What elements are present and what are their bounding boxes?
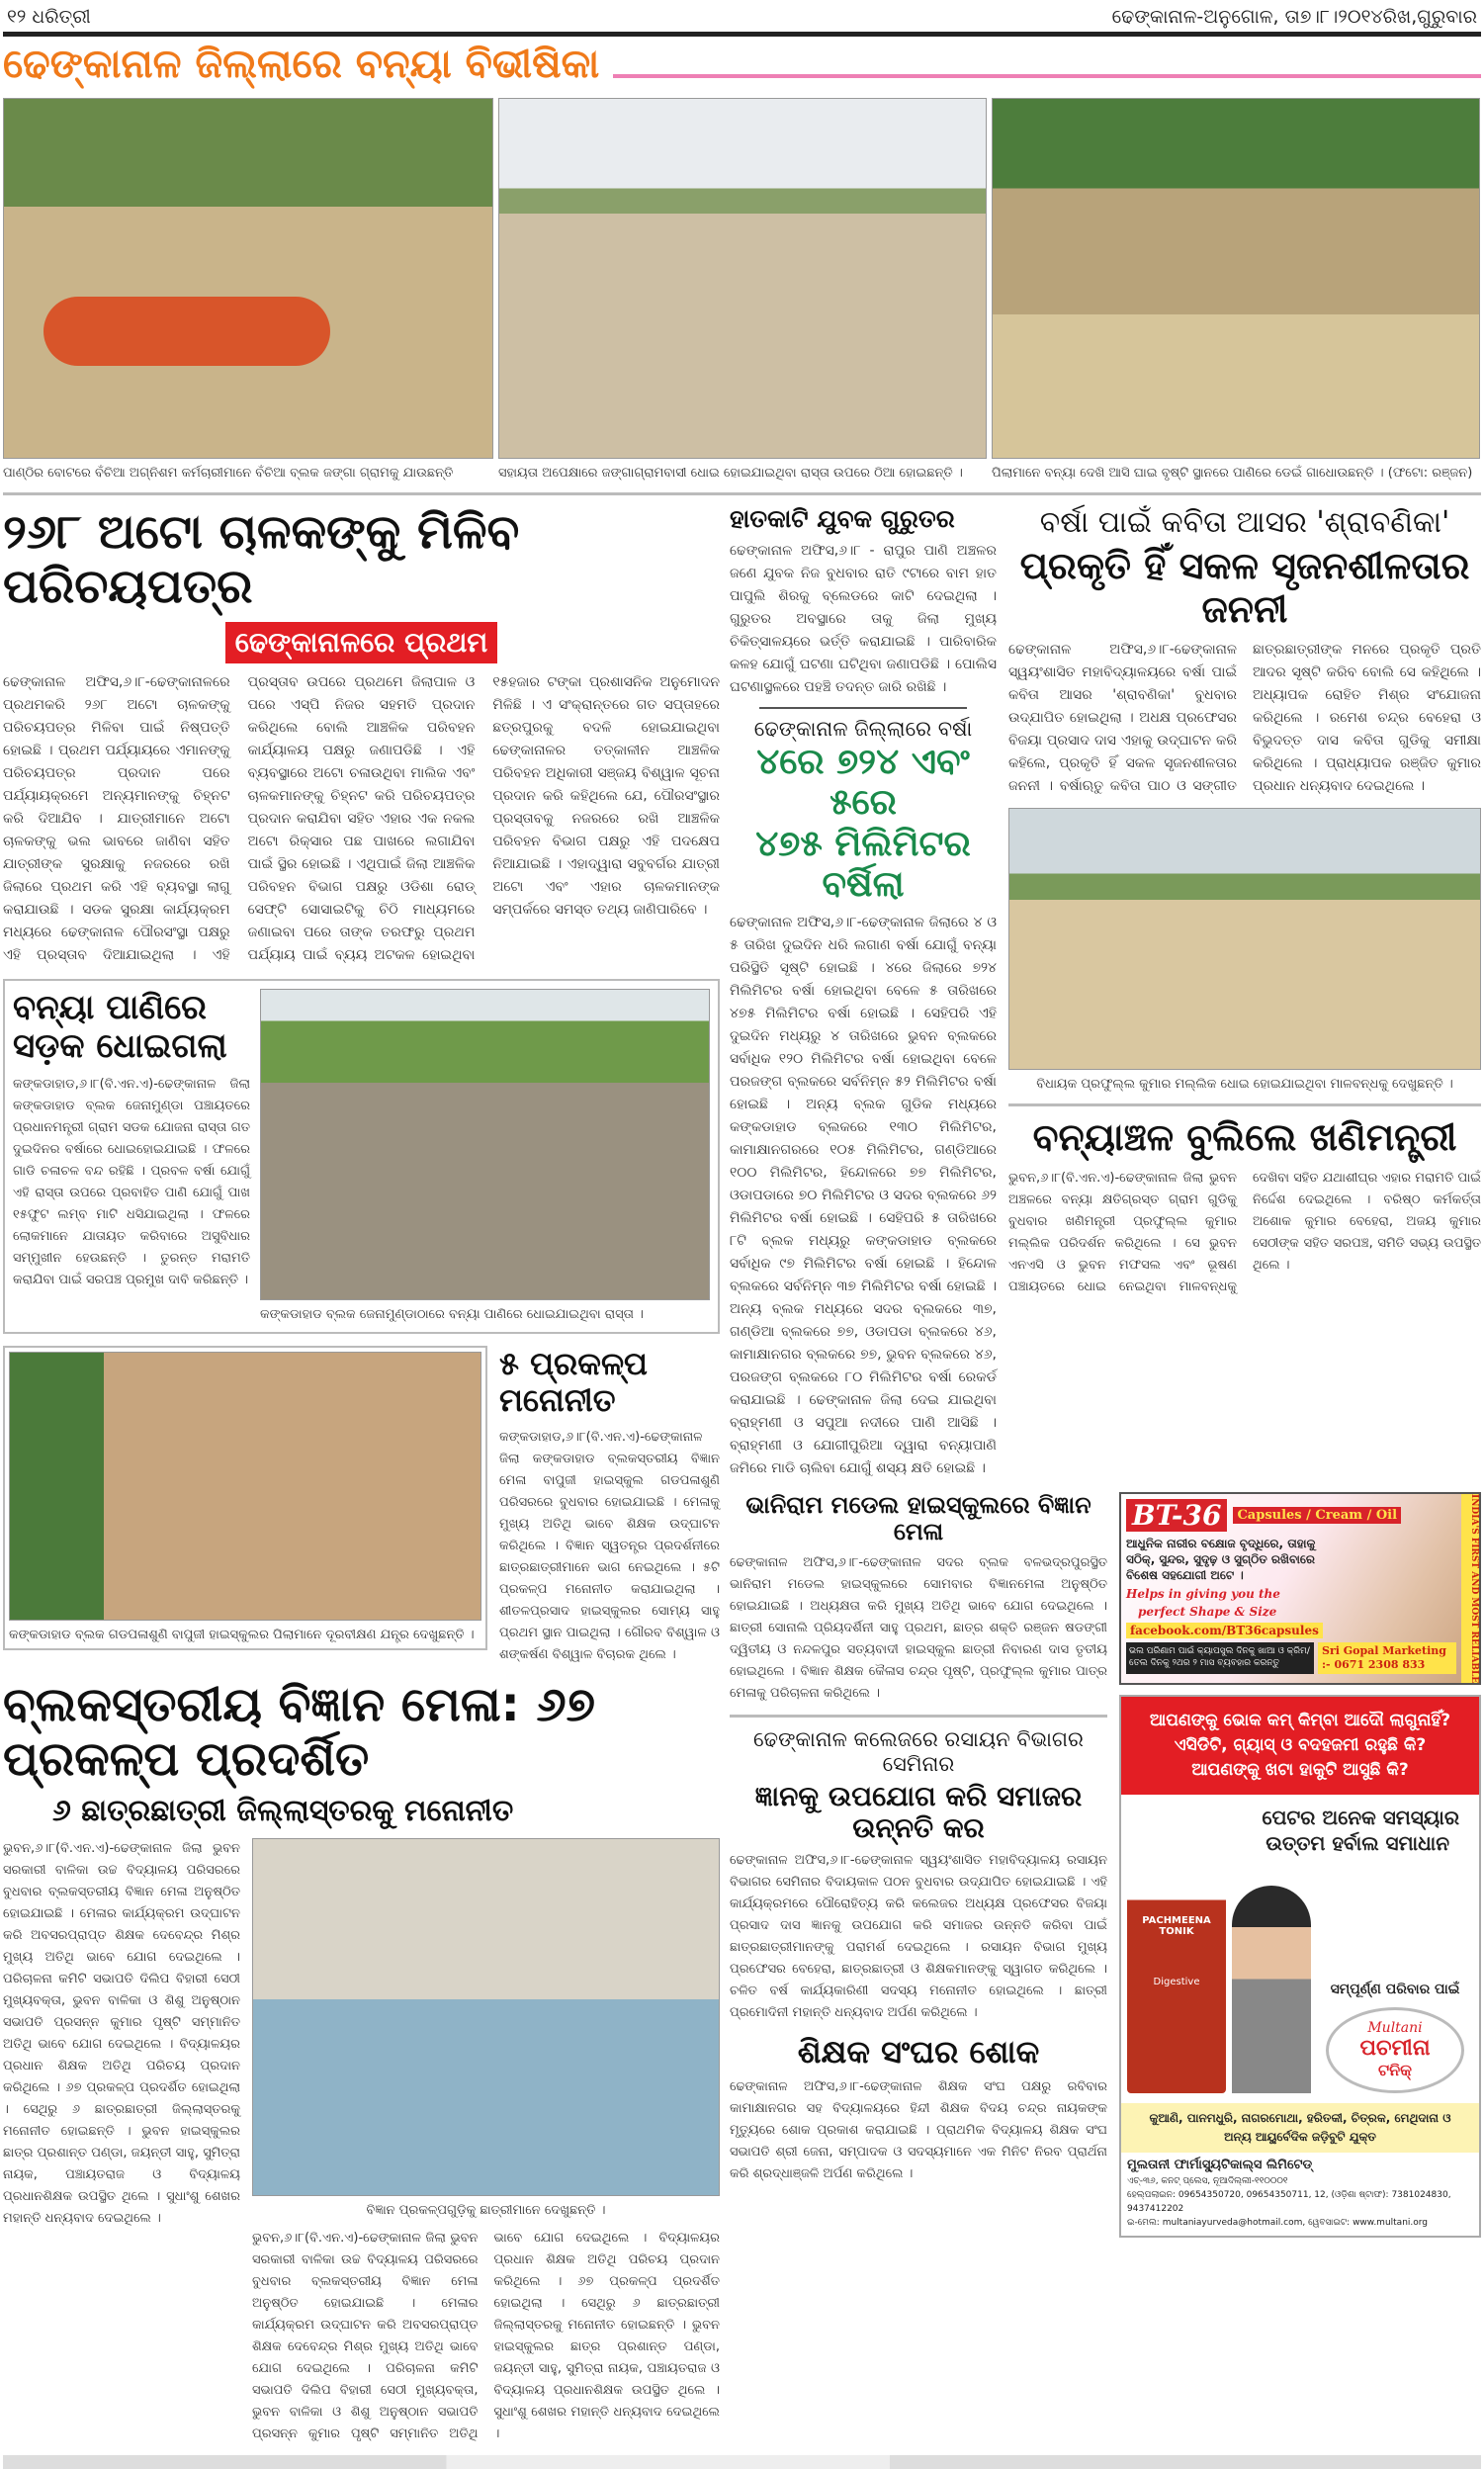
photo-caption: ପିଲାମାନେ ବନ୍ୟା ଦେଖି ଆସି ଘାଇ ବୃଷ୍ଟି ସ୍ଥାନରେ ପାଣିରେ ଡେଇଁ ଗାଧୋଉଛନ୍ତି । (ଫଟୋ: ରଞ୍ଜନ) <box>992 466 1473 481</box>
condolence-body: ଢେଙ୍କାନାଳ ଅଫିସ,୬।୮-ଢେଙ୍କାନାଳ ଶିକ୍ଷକ ସଂଘ ପକ୍ଷରୁ ରବିବାର କାମାକ୍ଷାନଗର ସହ ବିଦ୍ୟାଳୟରେ ହିନ୍ଦୀ ଶିକ୍ଷକ ବିଦୟ ଚନ୍ଦ୍ର ନାୟକଙ୍କ ମୃତ୍ୟୁରେ ଶୋକ ପ୍ରକାଶ କରାଯାଇଛି । ପ୍ରାଥମିକ ବିଦ୍ୟାଳୟ ଶିକ୍ଷକ ସଂଘ ସଭାପତି ଶ୍ରୀ ଜେନା, ସମ୍ପାଦକ ଓ ସଦସ୍ୟମାନେ ଏକ ମିନିଟ ନିରବ ପ୍ରାର୍ଥନା କରି ଶ୍ରଦ୍ଧାଞ୍ଜଳି ଅର୍ପଣ କରିଥିଲେ । <box>730 2079 1107 2182</box>
road-photo-wrap <box>260 989 710 1324</box>
five-projects-body: କଙ୍କଡାହାଡ,୬।୮(ବି.ଏନ.ଏ)-ଢେଙ୍କାନାଳ ଜିଲା କଙ୍କଡାହାଡ ବ୍ଲକସ୍ତରୀୟ ବିଜ୍ଞାନ ମେଳା ବାପୁଜୀ ହାଇସ୍କୁଲ ଗଡପଳାଶୁଣି ପରିସରରେ ବୁଧବାର ହୋଇଯାଇଛି । ମେଳାକୁ ମୁଖ୍ୟ ଅତିଥି ଭାବେ ଶିକ୍ଷକ ଉଦ୍‌ଘାଟନ କରିଥିଲେ । ବିଜ୍ଞାନ ସ୍ୱତନ୍ତ୍ର ପ୍ରଦର୍ଶନୀରେ ଛାତ୍ରଛାତ୍ରୀମାନେ ଭାଗ ନେଇଥିଲେ । ୫ଟି ପ୍ରକଳ୍ପ ମନୋନୀତ କରାଯାଇଥିଲା । ଶୀତଳପ୍ରସାଦ ହାଇସ୍କୁଲର ସୋମ୍ୟ ସାହୁ ପ୍ରଥମ ସ୍ଥାନ ପାଇଥିଲା । ଗୌରବ ବିଶ୍ୱାଳ ଓ ଶଙ୍କର୍ଷଣ ବିଶ୍ୱାଳ ବିଚାରକ ଥିଲେ । <box>499 1429 720 1662</box>
bt36-dealer <box>1318 1642 1456 1674</box>
left-column <box>3 505 720 2445</box>
right-upper <box>730 505 1481 1480</box>
bt36-tagline-1: Helps in giving you the <box>1126 1586 1280 1601</box>
kavita-headline: ପ୍ରକୃତି ହିଁ ସକଳ ସୃଜନଶୀଳତାର ଜନନୀ <box>1019 544 1470 631</box>
multani-sub-1: ପେଟର ଅନେକ ସମସ୍ୟାର <box>1262 1805 1459 1829</box>
rain-body: ଢେଙ୍କାନାଳ ଅଫିସ,୬।୮-ଢେଙ୍କାନାଳ ଜିଲାରେ ୪ ଓ ୫ ତାରିଖ ଦୁଇଦିନ ଧରି ଲଗାଣ ବର୍ଷା ଯୋଗୁଁ ବନ୍ୟା ପରିସ୍ଥିତି ସୃଷ୍ଟି ହୋଇଛି । ୪ରେ ଜିଲାରେ ୭୨୪ ମିଲିମିଟର ବର୍ଷା ହୋଇଥିବା ବେଳେ ୫ ତାରିଖରେ ୪୭୫ ମିଲିମିଟର ବର୍ଷା ହୋଇଛି । ସେହିପରି ଏହି ଦୁଇଦିନ ମଧ୍ୟରୁ ୪ ତାରିଖରେ ଭୁବନ ବ୍ଲକରେ ସର୍ବାଧିକ ୧୨୦ ମିଲିମିଟର ବର୍ଷା ହୋଇଥିବା ବେଳେ ପରଜଙ୍ଗ ବ୍ଲକରେ ସର୍ବନିମ୍ନ ୫୨ ମିଲିମିଟର ବର୍ଷା ହୋଇଛି । ଅନ୍ୟ ବ୍ଲକ ଗୁଡିକ ମଧ୍ୟରେ କଙ୍କଡାହାଡ ବ୍ଲକରେ ୧୩୦ ମିଲିମିଟର, କାମାକ୍ଷାନଗରରେ ୧୦୫ ମିଲିମିଟର, ଗଣ୍ଡିଆରେ ୧୦୦ ମିଲିମିଟର, ହିନ୍ଦୋଳରେ ୭୭ ମିଲିମିଟର, ଓଡାପଡାରେ ୭୦ ମିଲିମିଟର ଓ ସଦର ବ୍ଲକରେ ୬୨ ମିଲିମିଟର ବର୍ଷା ହୋଇଛି । ସେହିପରି ୫ ତାରିଖରେ ୮ଟି ବ୍ଲକ ମଧ୍ୟରୁ କଙ୍କଡାହାଡ ବ୍ଲକରେ ସର୍ବାଧିକ ୯୭ ମିଲିମିଟର ବର୍ଷା ହୋଇଛି । ହିନ୍ଦୋଳ ବ୍ଲକରେ ସର୍ବନିମ୍ନ ୩୭ ମିଲିମିଟର ବର୍ଷା ହୋଇଛି । ଅନ୍ୟ ବ୍ଲକ ମଧ୍ୟରେ ସଦର ବ୍ଲକରେ ୩୭, ଗଣ୍ଡିଆ ବ୍ଲକରେ ୭୭, ଓଡାପଡା ବ୍ଲକରେ ୪୬, କାମାକ୍ଷାନଗର ବ୍ଲକରେ ୭୭, ଭୁବନ ବ୍ଲକରେ ୪୬, ପରଜଙ୍ଗ ବ୍ଲକରେ ୮୦ ମିଲିମିଟର ବର୍ଷା ରେକର୍ଡ କରାଯାଇଛି । ଢେଙ୍କାନାଳ ଜିଲା ଦେଇ ଯାଇଥିବା ବ୍ରାହ୍ମଣୀ ଓ ସପୁଆ ନଦୀରେ ପାଣି ଆସିଛି । ବ୍ରାହ୍ମଣୀ ଓ ଯୋଗୀପୁରିଆ ଦ୍ୱାରା ବନ୍ୟାପାଣି ଜମିରେ ମାଡି ଚାଲିବା ଯୋଗୁଁ ଶସ୍ୟ କ୍ଷତି ହୋଇଛି । <box>730 914 997 1476</box>
highlight-box: ଢେଙ୍କାନାଳରେ ପ୍ରଥମ <box>225 622 497 663</box>
photo-washed-road <box>260 989 710 1300</box>
multani-email[interactable]: ଇ-ମେଲ: multaniayurveda@hotmail.com, ୱେବସାଇଟ: www.multani.org <box>1127 2217 1429 2228</box>
right-area <box>730 505 1481 2238</box>
multani-question-3: ଆପଣଙ୍କୁ ଖଟା ହାକୁଟି ଆସୁଛି କି? <box>1191 1759 1409 1780</box>
auto-headline: ୨୬୮ ଅଟୋ ଚାଳକଙ୍କୁ ମିଳିବ ପରିଚୟପତ୍ର <box>3 504 520 615</box>
road-text <box>13 989 250 1324</box>
multani-digestive-label: Digestive <box>1153 1976 1200 1987</box>
bt36-top-row <box>1126 1499 1456 1532</box>
bt36-tagline-2: perfect Shape & Size <box>1138 1604 1277 1619</box>
flood-photo-row <box>3 98 1481 483</box>
multani-brand-column <box>1317 1982 1473 2093</box>
multani-logo <box>1326 2007 1464 2093</box>
photo-students-telescope <box>9 1352 481 1621</box>
blockfair-article <box>3 1678 720 2446</box>
road-body: କଙ୍କଡାହାଡ,୬।୮(ବି.ଏନ.ଏ)-ଢେଙ୍କାନାଳ ଜିଲା କଙ୍କଡାହାଡ ବ୍ଲକ ଜେନାମୁଣ୍ଡା ପଞ୍ଚାୟତରେ ପ୍ରଧାନମନ୍ତ୍ରୀ ଗ୍ରାମ ସଡକ ଯୋଜନା ରାସ୍ତା ଗତ ଦୁଇଦିନର ବର୍ଷାରେ ଧୋଇହୋଇଯାଇଛି । ଫଳରେ ଗାଡି ଚଳାଚଳ ବନ୍ଦ ରହିଛି । ପ୍ରବଳ ବର୍ଷା ଯୋଗୁଁ ଏହି ରାସ୍ତା ଉପରେ ପ୍ରବାହିତ ପାଣି ଯୋଗୁଁ ପାଖ ୧୫ଫୁଟ ଲମ୍ବ ମାଟି ଧସିଯାଇଥିଲା । ଫଳରେ ଲୋକମାନେ ଯାତାୟତ କରିବାରେ ଅସୁବିଧାର ସମ୍ମୁଖୀନ ହେଉଛନ୍ତି । ତୁରନ୍ତ ମରାମତି କରାଯିବା ପାଇଁ ସରପଞ୍ଚ ପ୍ରମୁଖ ଦାବି କରିଛନ୍ତି । <box>13 1077 250 1288</box>
minister-headline: ବନ୍ୟାଞ୍ଚଳ ବୁଲିଲେ ଖଣିମନ୍ତ୍ରୀ <box>1032 1115 1457 1160</box>
rain-headline-1: ୪ରେ ୭୨୪ ଏବଂ ୫ରେ <box>756 741 970 824</box>
photo-cell <box>498 98 987 483</box>
photo-children-bathing <box>992 98 1480 459</box>
photo-caption: ସହାୟତା ଅପେକ୍ଷାରେ ଜଙ୍ଗାଗ୍ରାମବାସୀ ଧୋଇ ହୋଇଯାଇଥିବା ରାସ୍ତା ଉପରେ ଠିଆ ହୋଇଛନ୍ତି । <box>498 466 963 481</box>
multani-helpline: ହେଲ୍ପଲାଇନ: 09654350720, 09654350711, 12, (ଓଡ଼ିଶା ଷ୍ଟାଫ): 7381024830, 9437412202 <box>1127 2189 1451 2214</box>
blockfair-body-continued: ଭୁବନ,୬।୮(ବି.ଏନ.ଏ)-ଢେଙ୍କାନାଳ ଜିଲା ଭୁବନ ସରକାରୀ ବାଳିକା ଉଚ୍ଚ ବିଦ୍ୟାଳୟ ପରିସରରେ ବୁଧବାର ବ୍ଲକସ୍ତରୀୟ ବିଜ୍ଞାନ ମେଳା ଅନୁଷ୍ଠିତ ହୋଇଯାଇଛି । ମେଳାର କାର୍ଯ୍ୟକ୍ରମ ଉଦ୍‌ଘାଟନ କରି ଅବସରପ୍ରାପ୍ତ ଶିକ୍ଷକ ଦେବେନ୍ଦ୍ର ମିଶ୍ର ମୁଖ୍ୟ ଅତିଥି ଭାବେ ଯୋଗ ଦେଇଥିଲେ । ପରିଚାଳନା କମିଟି ସଭାପତି ଦିଲିପ ବିହାରୀ ସେଠୀ ମୁଖ୍ୟବକ୍ତା, ଭୁବନ ବାଳିକା ଓ ଶିଶୁ ଅନୁଷ୍ଠାନ ସଭାପତି ପ୍ରସନ୍ନ କୁମାର ପୃଷ୍ଟି ସମ୍ମାନିତ ଅତିଥି ଭାବେ ଯୋଗ ଦେଇଥିଲେ । ବିଦ୍ୟାଳୟର ପ୍ରଧାନ ଶିକ୍ଷକ ଅତିଥି ପରିଚୟ ପ୍ରଦାନ କରିଥିଲେ । ୬୭ ପ୍ରକଳ୍ପ ପ୍ରଦର୍ଶିତ ହୋଇଥିଲା । ସେଥିରୁ ୬ ଛାତ୍ରଛାତ୍ରୀ ଜିଲ୍ଲାସ୍ତରକୁ ମନୋନୀତ ହୋଇଛନ୍ତି । ଭୁବନ ହାଇସ୍କୁଲର ଛାତ୍ର ପ୍ରଶାନ୍ତ ପଣ୍ଡା, ଜୟନ୍ତୀ ସାହୁ, ସୁମିତ୍ରା ନାୟକ, ପଞ୍ଚାୟତରାଜ ଓ ବିଦ୍ୟାଳୟ ପ୍ରଧାନଶିକ୍ଷକ ଉପସ୍ଥିତ ଥିଲେ । ସୁଧାଂଶୁ ଶେଖର ମହାନ୍ତି ଧନ୍ୟବାଦ ଦେଇଥିଲେ । <box>252 2231 720 2442</box>
school-row <box>3 1346 720 1666</box>
model-photo <box>1232 1886 1311 2093</box>
main-area <box>3 505 1481 2445</box>
blockfair-headline: ବ୍ଲକସ୍ତରୀୟ ବିଜ୍ଞାନ ମେଳା: ୬୭ ପ୍ରକଳ୍ପ ପ୍ରଦର୍ଶିତ <box>3 1676 596 1787</box>
road-headline-2: ସଡ଼କ ଧୋଇଗଲା <box>13 1026 227 1067</box>
bt36-odia-copy: ଆଧୁନିକ ନାରୀର ବକ୍ଷୋଜ ବୃଦ୍ଧିରେ, ତାହାକୁ ସଠିକ୍, ସୁନ୍ଦର, ସୁଦୃଢ଼ ଓ ସୁଗ୍ଠିତ ରଖିବାରେ ବିଶେଷ ସହଯୋଗୀ ଅଟେ । <box>1126 1536 1316 1582</box>
right-upper-column <box>1008 505 1481 1298</box>
chem-headline: ଜ୍ଞାନକୁ ଉପଯୋଗ କରି ସମାଜର ଉନ୍ନତି କର <box>754 1780 1083 1845</box>
middle-lower-column <box>730 1492 1107 2186</box>
handcut-body: ଢେଙ୍କାନାଳ ଅଫିସ,୬।୮ - ରାପୁର ପାଣି ଅଞ୍ଚଳର ଜଣେ ଯୁବକ ନିଜ ବୁଧବାର ରାତି ୯ଟାରେ ବାମ ହାତ ପାପୁଲି ଶିରକୁ ବ୍ଲେଡରେ କାଟି ଦେଇଥିଲା । ଗୁରୁତର ଅବସ୍ଥାରେ ତାକୁ ଜିଲା ମୁଖ୍ୟ ଚିକିତ୍ସାଳୟରେ ଭର୍ତ୍ତି କରାଯାଇଛି । ପାରିବାରିକ କଳହ ଯୋଗୁଁ ଘଟଣା ଘଟିଥିବା ଜଣାପଡିଛି । ପୋଲିସ ଘଟଣାସ୍ଥଳରେ ପହଞ୍ଚି ତଦନ୍ତ ଜାରି ରଖିଛି । <box>730 542 997 695</box>
photo-caption: ବିଧାୟକ ପ୍ରଫୁଲ୍ଲ କୁମାର ମଲ୍ଲିକ ଧୋଇ ହୋଇଯାଇଥିବା ମାଳବନ୍ଧକୁ ଦେଖୁଛନ୍ତି । <box>1036 1077 1453 1093</box>
print-color-bar <box>3 2455 1481 2469</box>
photo-villagers-waiting <box>498 98 987 459</box>
multani-brand: Multani <box>1367 2019 1423 2036</box>
rain-kicker: ଢେଙ୍କାନାଳ ଜିଲ୍ଲାରେ ବର୍ଷା <box>753 716 973 741</box>
multani-address: ଏଚ୍-୩୬, କନଟ୍ ପ୍ଲେସ, ନୂଆଦିଲ୍ଲୀ-୧୧୦୦୦୧ <box>1127 2175 1288 2186</box>
blockfair-content <box>3 1838 720 2445</box>
multani-visual-row <box>1121 1856 1479 2103</box>
banner-rule <box>613 74 1481 78</box>
multani-company: ମୁଲତାନୀ ଫାର୍ମାସ୍ୟୁଟିକାଲ୍ସ ଲିମିଟେଡ୍ <box>1127 2157 1313 2172</box>
bhaniram-body: ଢେଙ୍କାନାଳ ଅଫିସ,୬।୮-ଢେଙ୍କାନାଳ ସଦର ବ୍ଲକ ବଳଭଦ୍ରପୁରସ୍ଥିତ ଭାନିରାମ ମଡେଲ ହାଇସ୍କୁଲରେ ସୋମବାର ବିଜ୍ଞାନମେଳା ଅନୁଷ୍ଠିତ ହୋଇଯାଇଛି । ଅଧ୍ୟକ୍ଷତା କରି ମୁଖ୍ୟ ଅତିଥି ଭାବେ ଯୋଗ ଦେଇଥିଲେ । ଛାତ୍ରୀ ସୋନାଲି ପ୍ରିୟଦର୍ଶିନୀ ସାହୁ ପ୍ରଥମ, ଛାତ୍ର ଶକ୍ତି ରଞ୍ଜନ ଷଡଙ୍ଗୀ ଦ୍ୱିତୀୟ ଓ ନନ୍ଦଳପୁର ସତ୍ୟବାଦୀ ହାଇସ୍କୁଲ ଛାତ୍ରୀ ନିବାରଣ ଦାସ ତୃତୀୟ ହୋଇଥିଲେ । ବିଜ୍ଞାନ ଶିକ୍ଷକ କୈଳାସ ଚନ୍ଦ୍ର ପୃଷ୍ଟି, ପ୍ରଫୁଲ୍ଲ କୁମାର ପାତ୍ର ମେଳାକୁ ପରିଚାଳନା କରିଥିଲେ । <box>730 1554 1107 1701</box>
road-article-box <box>3 979 720 1334</box>
photo-caption: କଙ୍କଡାହାଡ ବ୍ଲକ ଗଡପଳାଶୁଣି ବାପୁଜୀ ହାଇସ୍କୁଲର ପିଲାମାନେ ଦୂରବୀକ୍ଷଣ ଯନ୍ତ୍ର ଦେଖୁଛନ୍ତି । <box>9 1627 475 1642</box>
blockfair-body: ଭୁବନ,୬।୮(ବି.ଏନ.ଏ)-ଢେଙ୍କାନାଳ ଜିଲା ଭୁବନ ସରକାରୀ ବାଳିକା ଉଚ୍ଚ ବିଦ୍ୟାଳୟ ପରିସରରେ ବୁଧବାର ବ୍ଲକସ୍ତରୀୟ ବିଜ୍ଞାନ ମେଳା ଅନୁଷ୍ଠିତ ହୋଇଯାଇଛି । ମେଳାର କାର୍ଯ୍ୟକ୍ରମ ଉଦ୍‌ଘାଟନ କରି ଅବସରପ୍ରାପ୍ତ ଶିକ୍ଷକ ଦେବେନ୍ଦ୍ର ମିଶ୍ର ମୁଖ୍ୟ ଅତିଥି ଭାବେ ଯୋଗ ଦେଇଥିଲେ । ପରିଚାଳନା କମିଟି ସଭାପତି ଦିଲିପ ବିହାରୀ ସେଠୀ ମୁଖ୍ୟବକ୍ତା, ଭୁବନ ବାଳିକା ଓ ଶିଶୁ ଅନୁଷ୍ଠାନ ସଭାପତି ପ୍ରସନ୍ନ କୁମାର ପୃଷ୍ଟି ସମ୍ମାନିତ ଅତିଥି ଭାବେ ଯୋଗ ଦେଇଥିଲେ । ବିଦ୍ୟାଳୟର ପ୍ରଧାନ ଶିକ୍ଷକ ଅତିଥି ପରିଚୟ ପ୍ରଦାନ କରିଥିଲେ । ୬୭ ପ୍ରକଳ୍ପ ପ୍ରଦର୍ଶିତ ହୋଇଥିଲା । ସେଥିରୁ ୬ ଛାତ୍ରଛାତ୍ରୀ ଜିଲ୍ଲାସ୍ତରକୁ ମନୋନୀତ ହୋଇଛନ୍ତି । ଭୁବନ ହାଇସ୍କୁଲର ଛାତ୍ର ପ୍ରଶାନ୍ତ ପଣ୍ଡା, ଜୟନ୍ତୀ ସାହୁ, ସୁମିତ୍ରା ନାୟକ, ପଞ୍ଚାୟତରାଜ ଓ ବିଦ୍ୟାଳୟ ପ୍ରଧାନଶିକ୍ଷକ ଉପସ୍ଥିତ ଥିଲେ । ସୁଧାଂଶୁ ଶେଖର ମହାନ୍ତି ଧନ୍ୟବାଦ ଦେଇଥିଲେ । <box>3 1841 240 2227</box>
multani-product-box <box>1127 1866 1226 2093</box>
multani-family: ସମ୍ପୂର୍ଣ୍ଣ ପରିବାର ପାଇଁ <box>1330 1981 1460 1997</box>
multani-ingredients: କୁଆଣି, ପାନମଧୁରି, ନାଗରମୋଥା, ହରିତକୀ, ଚିତ୍ରକ, ମେଥିଦାନା ଓ ଅନ୍ୟ ଆୟୁର୍ବେଦିକ ଜଡ଼ିବୁଟି ଯୁକ୍ତ <box>1121 2103 1479 2153</box>
multani-questions <box>1121 1697 1479 1795</box>
photo-mla-inspection <box>1008 808 1481 1070</box>
divider <box>3 492 1481 495</box>
multani-question-2: ଏସିଡିଟି, ଗ୍ୟାସ୍ ଓ ବଦହଜମୀ ରହୁଛି କି? <box>1174 1734 1427 1755</box>
rain-headline-2: ୪୭୫ ମିଲିମିଟର ବର୍ଷିଲା <box>755 823 971 906</box>
banner-row <box>3 41 1481 88</box>
photo-cell <box>992 98 1480 483</box>
photo-caption: କଙ୍କଡାହାଡ ବ୍ଲକ ଜେନାମୁଣ୍ଡାଠାରେ ବନ୍ୟା ପାଣିରେ ଧୋଇଯାଇଥିବା ରାସ୍ତା । <box>260 1306 644 1322</box>
divider <box>730 1715 1107 1718</box>
five-projects-article <box>499 1346 720 1666</box>
multani-footer <box>1121 2153 1479 2236</box>
auto-article <box>3 505 720 967</box>
kavita-kicker: ବର୍ଷା ପାଇଁ କବିତା ଆସର 'ଶ୍ରାବଣିକା' <box>1039 505 1450 540</box>
multani-advertisement[interactable] <box>1119 1695 1481 2238</box>
bt36-phone: :- 0671 2308 833 <box>1322 1657 1426 1671</box>
photo-caption: ପାଣ୍ଠିର ବୋଟରେ ବଁଚିଆ ଅଗ୍ନିଶମ କର୍ମଚାରୀମାନେ ବଁଚିଆ ବ୍ଲକ ଜଙ୍ଗା ଗ୍ରାମକୁ ଯାଉଛନ୍ତି <box>3 466 454 481</box>
bt36-advertisement[interactable] <box>1119 1492 1481 1685</box>
bt36-dealer-name: Sri Gopal Marketing <box>1322 1643 1446 1657</box>
banner-headline: ଢେଙ୍କାନାଳ ଜିଲ୍ଲାରେ ବନ୍ୟା ବିଭୀଷିକା <box>3 42 600 87</box>
page-number: ୧୨ ଧରିତ୍ରୀ <box>7 6 91 28</box>
bhaniram-headline: ଭାନିରାମ ମଡେଲ ହାଇସ୍କୁଲରେ ବିଜ୍ଞାନ ମେଳା <box>745 1490 1091 1546</box>
blockfair-subhead: ୬ ଛାତ୍ରଛାତ୍ରୀ ଜିଲ୍ଲାସ୍ତରକୁ ମନୋନୀତ <box>52 1793 514 1828</box>
school-photo-box <box>3 1346 487 1650</box>
photo-caption: ବିଜ୍ଞାନ ପ୍ରକଳ୍ପଗୁଡ଼ିକୁ ଛାତ୍ରୀମାନେ ଦେଖୁଛନ୍ତି । <box>366 2203 606 2219</box>
handcut-headline: ହାତକାଟି ଯୁବକ ଗୁରୁତର <box>730 504 955 533</box>
highlight-wrap <box>3 622 720 663</box>
ads-column <box>1119 1492 1481 2238</box>
multani-pack-label: PACHMEENA TONIK <box>1142 1914 1211 1937</box>
middle-upper-column <box>730 505 997 1480</box>
photo-rescue-boat <box>3 98 493 459</box>
bt36-side-banner: INDIA'S FIRST AND MOST RELIABLE <box>1461 1494 1479 1683</box>
dateline: ଢେଙ୍କାନାଳ-ଅନୁଗୋଳ, ତା୭।୮।୨୦୧୪ରିଖ,ଗୁରୁବାର <box>1111 6 1477 28</box>
bt36-products: Capsules / Cream / Oil <box>1233 1507 1401 1524</box>
chem-kicker: ଢେଙ୍କାନାଳ କଲେଜରେ ରସାୟନ ବିଭାଗର ସେମିନାର <box>753 1726 1084 1776</box>
multani-product-type: ଟନିକ୍ <box>1378 2060 1412 2079</box>
bt36-usage: ଭଲ ପରିଣାମ ପାଇଁ କ୍ୟାପସୁଲ ଦିନକୁ ଖାଆ ଓ କ୍ରିମ/ତେଲ ଦିନକୁ ୨ଥର ୨ ମାସ ବ୍ୟବହାର କରନ୍ତୁ <box>1126 1642 1314 1674</box>
bt36-bottom-row <box>1126 1642 1456 1674</box>
auto-body: ଢେଙ୍କାନାଳ ଅଫିସ,୬।୮-ଢେଙ୍କାନାଳରେ ପ୍ରଥମକରି ୨୬୮ ଅଟୋ ଚାଳକଙ୍କୁ ପରିଚୟପତ୍ର ମିଳିବା ପାଇଁ ନିଷ୍ପତ୍ତି ହୋଇଛି । ପ୍ରଥମ ପର୍ଯ୍ୟାୟରେ ଏମାନଙ୍କୁ ପରିଚୟପତ୍ର ପ୍ରଦାନ ପରେ ପର୍ଯ୍ୟାୟକ୍ରମେ ଅନ୍ୟମାନଙ୍କୁ ଚିହ୍ନଟ କରି ଦିଆଯିବ । ଯାତ୍ରୀମାନେ ଅଟୋ ଚାଳକଙ୍କୁ ଭଲ ଭାବରେ ଜାଣିବା ସହିତ ଯାତ୍ରୀଙ୍କ ସୁରକ୍ଷାକୁ ନଜରରେ ରଖି ଜିଲାରେ ପ୍ରଥମ କରି ଏହି ବ୍ୟବସ୍ଥା ଲାଗୁ କରାଯାଉଛି । ସଡକ ସୁରକ୍ଷା କାର୍ଯ୍ୟକ୍ରମ ମଧ୍ୟରେ ଢେଙ୍କାନାଳ ପୌରସଂସ୍ଥା ପକ୍ଷରୁ ଏହି ପ୍ରସ୍ତାବ ଦିଆଯାଇଥିଲା । ଏହି ପ୍ରସ୍ତାବ ଉପରେ ପ୍ରଥମେ ଜିଲାପାଳ ଓ ପରେ ଏସ୍‌ପି ନିଜର ସହମତି ପ୍ରଦାନ କରିଥିଲେ ବୋଲି ଆଞ୍ଚଳିକ ପରିବହନ କାର୍ଯ୍ୟାଳୟ ପକ୍ଷରୁ ଜଣାପଡିଛି । ଏହି ବ୍ୟବସ୍ଥାରେ ଅଟୋ ଚଳାଉଥିବା ମାଲିକ ଏବଂ ଚାଳକମାନଙ୍କୁ ଚିହ୍ନଟ କରି ପରିଚୟପତ୍ର ପ୍ରଦାନ କରାଯିବା ସହିତ ଏହାର ଏକ ନକଲ ଅଟୋ ରିକ୍ସାର ପଛ ପାଖରେ ଲଗାଯିବା ପାଇଁ ସ୍ଥିର ହୋଇଛି । ଏଥିପାଇଁ ଜିଲା ଆଞ୍ଚଳିକ ପରିବହନ ବିଭାଗ ପକ୍ଷରୁ ଓଡିଶା ରୋଡ୍ ସେଫ୍‌ଟି ସୋସାଇଟିକୁ ଚିଠି ମାଧ୍ୟମରେ ଜଣାଇବା ପରେ ତାଙ୍କ ତରଫରୁ ପ୍ରଥମ ପର୍ଯ୍ୟାୟ ପାଇଁ ବ୍ୟୟ ଅଟକଳ ହୋଇଥିବା ୧୫ହଜାର ଟଙ୍କା ପ୍ରଶାସନିକ ଅନୁମୋଦନ ମିଳିଛି । ଏ ସଂକ୍ରାନ୍ତରେ ଗତ ସପ୍ତାହରେ ଛତ୍ରପୁରକୁ ବଦଳି ହୋଇଯାଇଥିବା ଢେଙ୍କାନାଳର ତତ୍କାଳୀନ ଆଞ୍ଚଳିକ ପରିବହନ ଅଧିକାରୀ ସଞ୍ଜୟ ବିଶ୍ୱାଳ ସୂଚନା ପ୍ରଦାନ କରି କହିଥିଲେ ଯେ, ପୌରସଂସ୍ଥାର ପ୍ରସ୍ତାବକୁ ନଜରରେ ରଖି ଆଞ୍ଚଳିକ ପରିବହନ ବିଭାଗ ପକ୍ଷରୁ ଏହି ପଦକ୍ଷେପ ନିଆଯାଇଛି । ଏହାଦ୍ୱାରା ସବୁବର୍ଗର ଯାତ୍ରୀ ଅଟୋ ଏବଂ ଏହାର ଚାଳକମାନଙ୍କ ସମ୍ପର୍କରେ ସମସ୍ତ ତଥ୍ୟ ଜାଣିପାରିବେ । <box>3 673 720 963</box>
photo-cell <box>3 98 493 483</box>
bt36-content <box>1121 1494 1461 1683</box>
photo-science-fair <box>252 1838 720 2196</box>
divider <box>759 707 967 709</box>
divider <box>1008 1103 1481 1106</box>
multani-question-1: ଆପଣଙ୍କୁ ଭୋକ କମ୍ କିମ୍ବା ଆଦୌ ଲାଗୁନାହିଁ? <box>1149 1710 1451 1730</box>
chem-body: ଢେଙ୍କାନାଳ ଅଫିସ,୬।୮-ଢେଙ୍କାନାଳ ସ୍ୱୟଂଶାସିତ ମହାବିଦ୍ୟାଳୟ ରସାୟନ ବିଭାଗର ସେମିନାର ବିଦାୟକାଳ ପଠନ ବୁଧବାର ଉଦ୍‌ଯାପିତ ହୋଇଯାଇଛି । ଏହି କାର୍ଯ୍ୟକ୍ରମରେ ପୌରୋହିତ୍ୟ କରି କଲେଜର ଅଧ୍ୟକ୍ଷ ପ୍ରଫେସର ବିଜୟା ପ୍ରସାଦ ଦାସ ଜ୍ଞାନକୁ ଉପଯୋଗ କରି ସମାଜର ଉନ୍ନତି କରିବା ପାଇଁ ଛାତ୍ରଛାତ୍ରୀମାନଙ୍କୁ ପରାମର୍ଶ ଦେଇଥିଲେ । ରସାୟନ ବିଭାଗ ମୁଖ୍ୟ ପ୍ରଫେସର ବେହେରା, ଛାତ୍ରଛାତ୍ରୀ ଓ ଶିକ୍ଷକମାନଙ୍କୁ ସ୍ୱାଗତ କରିଥିଲେ । ଚଳିତ ବର୍ଷ କାର୍ଯ୍ୟକାରିଣୀ ସଦସ୍ୟ ମନୋନୀତ ହୋଇଥିଲେ । ଛାତ୍ରୀ ପ୍ରମୋଦିନୀ ମହାନ୍ତି ଧନ୍ୟବାଦ ଅର୍ପଣ କରିଥିଲେ । <box>730 1853 1107 2021</box>
kavita-body: ଢେଙ୍କାନାଳ ଅଫିସ,୬।୮-ଢେଙ୍କାନାଳ ସ୍ୱୟଂଶାସିତ ମହାବିଦ୍ୟାଳୟରେ ବର୍ଷା ପାଇଁ କବିତା ଆସର 'ଶ୍ରାବଣିକା' ବୁଧବାର ଉଦ୍‌ଯାପିତ ହୋଇଥିଲା । ଅଧକ୍ଷ ପ୍ରଫେସର ବିଜୟା ପ୍ରସାଦ ଦାସ ଏହାକୁ ଉଦ୍‌ଘାଟନ କରି କହିଲେ, ପ୍ରକୃତି ହିଁ ସକଳ ସୃଜନଶୀଳତାର ଜନନୀ । ବର୍ଷାଋତୁ କବିତା ପାଠ ଓ ସଙ୍ଗୀତ ଛାତ୍ରଛାତ୍ରୀଙ୍କ ମନରେ ପ୍ରକୃତି ପ୍ରତି ଆଦର ସୃଷ୍ଟି କରିବ ବୋଲି ସେ କହିଥିଲେ । ଅଧ୍ୟାପକ ରୋହିତ ମିଶ୍ର ସଂଯୋଜନା କରିଥିଲେ । ରମେଶ ଚନ୍ଦ୍ର ବେହେରା ଓ ବିଭୁଦତ୍ତ ଦାସ କବିତା ଗୁଡିକୁ ସମୀକ୍ଷା କରିଥିଲେ । ପ୍ରାଧ୍ୟାପକ ରଞ୍ଜିତ କୁମାର ପ୍ରଧାନ ଧନ୍ୟବାଦ ଦେଇଥିଲେ । <box>1008 642 1481 795</box>
right-lower <box>730 1492 1481 2238</box>
multani-product-name: ପଚମୀନା <box>1359 2035 1431 2061</box>
blockfair-photo-wrap <box>252 1838 720 2445</box>
minister-body: ଭୁବନ,୬।୮(ବି.ଏନ.ଏ)-ଢେଙ୍କାନାଳ ଜିଲା ଭୁବନ ଅଞ୍ଚଳରେ ବନ୍ୟା କ୍ଷତିଗ୍ରସ୍ତ ଗ୍ରାମ ଗୁଡିକୁ ବୁଧବାର ଖଣିମନ୍ତ୍ରୀ ପ୍ରଫୁଲ୍ଲ କୁମାର ମଲ୍ଲିକ ପରିଦର୍ଶନ କରିଥିଲେ । ସେ ଭୁବନ ଏନଏସି ଓ ଭୁବନ ମଫସଲ ଏବଂ ଭୂଷଣ ପଞ୍ଚାୟତରେ ଧୋଇ ନେଇଥିବା ମାଳବନ୍ଧକୁ ଦେଖିବା ସହିତ ଯଥାଶୀଘ୍ର ଏହାର ମରାମତି ପାଇଁ ନିର୍ଦ୍ଦେଶ ଦେଇଥିଲେ । ବରିଷ୍ଠ କର୍ମକର୍ତ୍ତା ଅଶୋକ କୁମାର ବେହେରା, ଅଜୟ କୁମାର ସେଠୀଙ୍କ ସହିତ ସରପଞ୍ଚ, ସମିତି ସଭ୍ୟ ଉପସ୍ଥିତ ଥିଲେ । <box>1008 1171 1481 1295</box>
boat-shape <box>44 297 330 366</box>
multani-sub-2: ଉତ୍ତମ ହର୍ବାଲ ସମାଧାନ <box>1266 1830 1449 1855</box>
road-headline-1: ବନ୍ୟା ପାଣିରେ <box>13 987 207 1027</box>
page-header <box>3 4 1481 37</box>
condolence-headline: ଶିକ୍ଷକ ସଂଘର ଶୋକ <box>797 2033 1040 2072</box>
bt36-facebook-link[interactable]: facebook.com/BT36capsules <box>1126 1623 1323 1638</box>
five-projects-headline: ୫ ପ୍ରକଳ୍ପ ମନୋନୀତ <box>499 1344 648 1419</box>
bt36-brand: BT-36 <box>1126 1499 1227 1532</box>
